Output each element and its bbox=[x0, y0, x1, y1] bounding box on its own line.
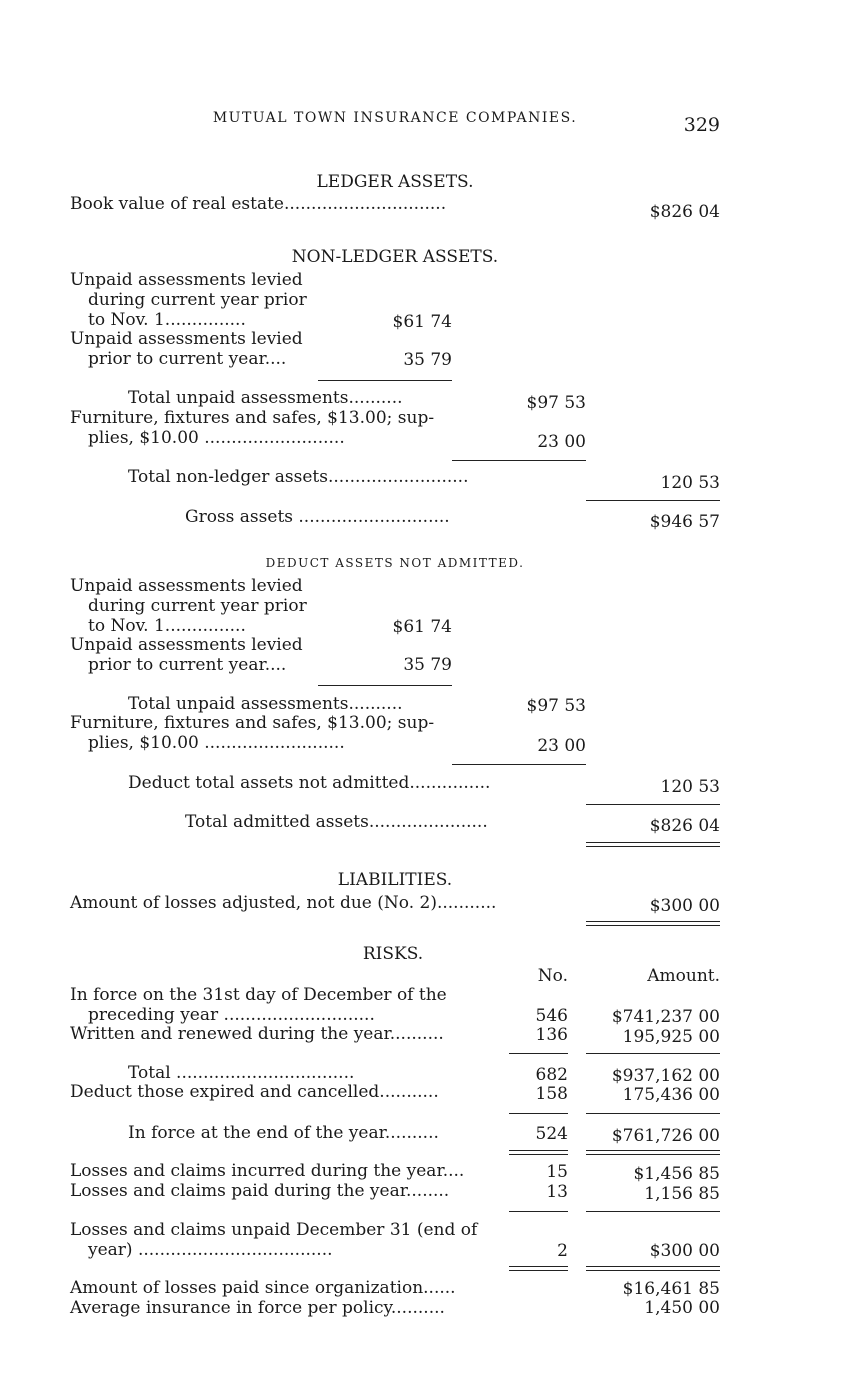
d-furniture-line1: Furniture, fixtures and safes, $13.00; sup- bbox=[70, 713, 435, 733]
double-rule bbox=[509, 1266, 568, 1271]
rule bbox=[452, 460, 586, 461]
rule bbox=[318, 685, 452, 686]
paid-since-amount: $16,461 85 bbox=[622, 1279, 720, 1299]
nl-furniture-line1: Furniture, fixtures and safes, $13.00; sup- bbox=[70, 408, 435, 428]
rule bbox=[509, 1053, 568, 1054]
admitted-assets-label: Total admitted assets...................... bbox=[185, 812, 488, 832]
nl-unpaid-current-line2: during current year prior bbox=[88, 290, 307, 310]
risks-total-amount: $937,162 00 bbox=[611, 1066, 720, 1086]
non-ledger-heading: NON-LEDGER ASSETS. bbox=[291, 247, 499, 267]
expired-no: 158 bbox=[535, 1084, 568, 1104]
risks-total-no: 682 bbox=[535, 1065, 568, 1085]
average-amount: 1,450 00 bbox=[644, 1298, 720, 1318]
deduct-heading: DEDUCT ASSETS NOT ADMITTED. bbox=[265, 556, 525, 570]
nl-unpaid-current-line1: Unpaid assessments levied bbox=[70, 270, 303, 290]
written-label: Written and renewed during the year.......... bbox=[70, 1024, 444, 1044]
nl-unpaid-current-line3: to Nov. 1............... bbox=[88, 310, 246, 330]
risks-total-label: Total ................................. bbox=[128, 1063, 355, 1083]
rule bbox=[586, 1053, 720, 1054]
double-rule bbox=[509, 1150, 568, 1155]
expired-label: Deduct those expired and cancelled........... bbox=[70, 1082, 439, 1102]
rule bbox=[586, 804, 720, 805]
rule bbox=[586, 1113, 720, 1114]
rule bbox=[452, 764, 586, 765]
risks-heading: RISKS. bbox=[362, 944, 424, 964]
in-force-end-no: 524 bbox=[535, 1124, 568, 1144]
nl-unpaid-prior-value: 35 79 bbox=[403, 350, 452, 370]
d-total-label: Deduct total assets not admitted............... bbox=[128, 773, 491, 793]
d-total-unpaid-value: $97 53 bbox=[526, 696, 586, 716]
double-rule bbox=[586, 1150, 720, 1155]
nl-unpaid-current-value: $61 74 bbox=[392, 312, 452, 332]
losses-paid-amount: 1,156 85 bbox=[644, 1184, 720, 1204]
admitted-assets-value: $826 04 bbox=[649, 816, 720, 836]
losses-paid-label: Losses and claims paid during the year........ bbox=[70, 1181, 450, 1201]
rule bbox=[509, 1113, 568, 1114]
losses-unpaid-no: 2 bbox=[557, 1241, 568, 1261]
rule bbox=[509, 1211, 568, 1212]
losses-unpaid-line2: year) .................................... bbox=[88, 1240, 333, 1260]
nl-furniture-line2: plies, $10.00 .......................... bbox=[88, 428, 345, 448]
double-rule bbox=[586, 921, 720, 926]
nl-total-unpaid-label: Total unpaid assessments.......... bbox=[128, 388, 403, 408]
written-no: 136 bbox=[535, 1025, 568, 1045]
in-force-start-amount: $741,237 00 bbox=[611, 1007, 720, 1027]
in-force-end-amount: $761,726 00 bbox=[611, 1126, 720, 1146]
page-header-title: MUTUAL TOWN INSURANCE COMPANIES. bbox=[212, 110, 578, 126]
d-unpaid-current-line2: during current year prior bbox=[88, 596, 307, 616]
rule bbox=[318, 380, 452, 381]
liabilities-heading: LIABILITIES. bbox=[337, 870, 453, 890]
nl-total-label: Total non-ledger assets.......................... bbox=[128, 467, 469, 487]
real-estate-value: $826 04 bbox=[649, 202, 720, 222]
written-amount: 195,925 00 bbox=[622, 1027, 720, 1047]
losses-unpaid-amount: $300 00 bbox=[649, 1241, 720, 1261]
double-rule bbox=[586, 842, 720, 847]
nl-unpaid-prior-line2: prior to current year.... bbox=[88, 349, 287, 369]
d-unpaid-current-line1: Unpaid assessments levied bbox=[70, 576, 303, 596]
losses-adjusted-value: $300 00 bbox=[649, 896, 720, 916]
d-unpaid-prior-line1: Unpaid assessments levied bbox=[70, 635, 303, 655]
d-furniture-value: 23 00 bbox=[537, 736, 586, 756]
nl-total-unpaid-value: $97 53 bbox=[526, 393, 586, 413]
double-rule bbox=[586, 1266, 720, 1271]
losses-incurred-label: Losses and claims incurred during the year.... bbox=[70, 1161, 465, 1181]
risks-col-amount: Amount. bbox=[647, 966, 720, 986]
real-estate-label: Book value of real estate.............................. bbox=[70, 194, 447, 214]
losses-unpaid-line1: Losses and claims unpaid December 31 (end of bbox=[70, 1220, 478, 1240]
in-force-start-line2: preceding year ............................ bbox=[88, 1005, 375, 1025]
d-total-unpaid-label: Total unpaid assessments.......... bbox=[128, 694, 403, 714]
in-force-start-line1: In force on the 31st day of December of the bbox=[70, 985, 447, 1005]
page-number: 329 bbox=[683, 114, 720, 136]
d-unpaid-prior-line2: prior to current year.... bbox=[88, 655, 287, 675]
d-furniture-line2: plies, $10.00 .......................... bbox=[88, 733, 345, 753]
in-force-end-label: In force at the end of the year.......... bbox=[128, 1123, 439, 1143]
gross-assets-value: $946 57 bbox=[649, 512, 720, 532]
losses-incurred-no: 15 bbox=[546, 1162, 568, 1182]
losses-adjusted-label: Amount of losses adjusted, not due (No. 2)........... bbox=[70, 893, 497, 913]
d-unpaid-prior-value: 35 79 bbox=[403, 655, 452, 675]
nl-total-value: 120 53 bbox=[660, 473, 720, 493]
gross-assets-label: Gross assets ............................ bbox=[185, 507, 450, 527]
expired-amount: 175,436 00 bbox=[622, 1085, 720, 1105]
paid-since-label: Amount of losses paid since organization...... bbox=[70, 1278, 456, 1298]
losses-paid-no: 13 bbox=[546, 1182, 568, 1202]
rule bbox=[586, 1211, 720, 1212]
in-force-start-no: 546 bbox=[535, 1006, 568, 1026]
nl-furniture-value: 23 00 bbox=[537, 432, 586, 452]
rule bbox=[586, 500, 720, 501]
d-total-value: 120 53 bbox=[660, 777, 720, 797]
nl-unpaid-prior-line1: Unpaid assessments levied bbox=[70, 329, 303, 349]
losses-incurred-amount: $1,456 85 bbox=[633, 1164, 720, 1184]
risks-col-no: No. bbox=[537, 966, 568, 986]
ledger-assets-heading: LEDGER ASSETS. bbox=[316, 172, 474, 192]
d-unpaid-current-line3: to Nov. 1............... bbox=[88, 616, 246, 636]
average-label: Average insurance in force per policy.......... bbox=[70, 1298, 445, 1318]
d-unpaid-current-value: $61 74 bbox=[392, 617, 452, 637]
